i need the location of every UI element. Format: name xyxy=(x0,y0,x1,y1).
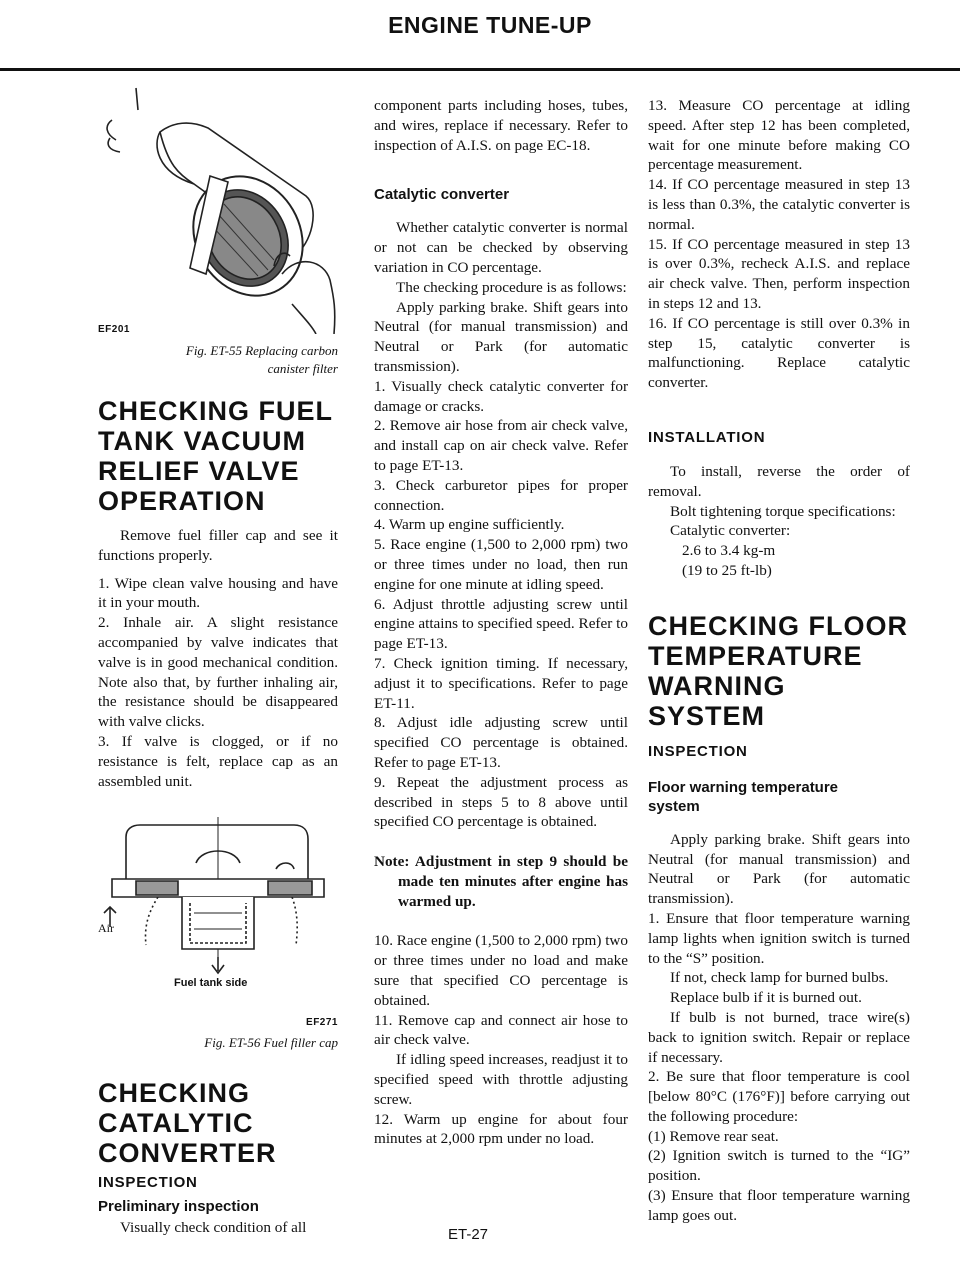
floor-para-1: Apply parking brake. Shift gears into Neutral (for manual transmission) and Neutral or Park (for automatic transmission). xyxy=(648,830,910,908)
install-spec-metric: 2.6 to 3.4 kg-m xyxy=(682,542,776,560)
heading-inspection-right: INSPECTION xyxy=(648,742,748,760)
floor-step-2: 2. Be sure that floor temperature is cool [below 80°C (176°F)] before carrying out the following procedure: xyxy=(648,1068,910,1125)
heading-floor-warning-line2: system xyxy=(648,797,700,815)
floor-step-1-check: If not, check lamp for burned bulbs. xyxy=(670,969,889,987)
column-right xyxy=(648,96,910,1226)
catalytic-step-3: 3. Check carburetor pipes for proper connection. xyxy=(374,476,628,514)
figure-code-ef271: EF271 xyxy=(306,1017,338,1029)
catalytic-para-2: The checking procedure is as follows: xyxy=(396,278,627,296)
catalytic-step-6: 6. Adjust throttle adjusting screw until engine attains to specified speed. Refer to page ET-13. xyxy=(374,595,628,653)
heading-catalytic-line1: CHECKING xyxy=(98,1078,251,1109)
install-text-1: To install, reverse the order of removal. xyxy=(648,462,910,500)
fuel-filler-cap-illustration xyxy=(98,817,338,990)
catalytic-step-4: 4. Warm up engine sufficiently. xyxy=(374,516,565,534)
catalytic-step-10: 10. Race engine (1,500 to 2,000 rpm) two or three times under no load and make sure that specified CO percentage is obtained. xyxy=(374,932,628,1009)
heading-inspection-left: INSPECTION xyxy=(98,1174,198,1192)
heading-floor-warning-line1: Floor warning temperature xyxy=(648,778,839,796)
floor-step-1-trace: If bulb is not burned, trace wire(s) back to ignition switch. Repair or replace if necessary. xyxy=(648,1008,910,1066)
catalytic-para-3: Apply parking brake. Shift gears into Neutral (for manual transmission) and Neutral or Park (for automatic transmission). xyxy=(374,298,628,375)
vacuum-intro: Remove fuel filler cap and see it functions properly. xyxy=(98,527,338,564)
catalytic-step-12: 12. Warm up engine for about four minutes at 2,000 rpm under no load. xyxy=(374,1110,628,1148)
figure-caption-et55-line2: canister filter xyxy=(267,361,338,376)
catalytic-step-11-detail: If idling speed increases, readjust it to specified speed with throttle adjusting screw. xyxy=(374,1051,628,1108)
floor-substep-3: (3) Ensure that floor temperature warning lamp goes out. xyxy=(648,1187,910,1224)
catalytic-step-14: 14. If CO percentage measured in step 13 is less than 0.3%, the catalytic converter is normal. xyxy=(648,176,910,233)
floor-step-1: 1. Ensure that floor temperature warning lamp lights when ignition switch is turned to the “S” position. xyxy=(648,909,910,967)
catalytic-para-1: Whether catalytic converter is normal or not can be checked by observing variation in CO percentage. xyxy=(374,219,628,276)
page-header: ENGINE TUNE-UP xyxy=(388,12,592,38)
floor-substep-1: (1) Remove rear seat. xyxy=(648,1127,779,1145)
label-fuel-tank-side: Fuel tank side xyxy=(174,977,248,990)
heading-vacuum-line3: RELIEF VALVE xyxy=(98,456,300,486)
floor-step-1-replace: Replace bulb if it is burned out. xyxy=(670,989,862,1007)
heading-floor-line1: CHECKING FLOOR xyxy=(648,610,908,641)
fuel-filler-cap-figure xyxy=(98,817,338,1017)
install-spec-imperial: (19 to 25 ft-lb) xyxy=(682,561,772,579)
carbon-canister-illustration xyxy=(98,84,338,334)
figure-caption-et55: Fig. ET-55 Replacing carbon xyxy=(185,343,338,358)
vacuum-step-3: 3. If valve is clogged, or if no resistance is felt, replace cap as an assembled unit. xyxy=(98,732,338,790)
catalytic-step-16: 16. If CO percentage is still over 0.3% in step 15, catalytic converter is malfunctioning. Replace catalytic converter. xyxy=(648,314,910,392)
heading-vacuum-line4: OPERATION xyxy=(98,486,266,516)
header-rule xyxy=(0,68,960,71)
column-middle xyxy=(374,96,628,1149)
heading-vacuum-line1: CHECKING FUEL xyxy=(98,396,333,426)
heading-catalytic-line2: CATALYTIC xyxy=(98,1108,254,1139)
column-left xyxy=(98,84,338,1238)
catalytic-step-5: 5. Race engine (1,500 to 2,000 rpm) two or three times under no load, then run engine for one minute at idling speed. xyxy=(374,536,628,593)
heading-catalytic-converter: Catalytic converter xyxy=(374,186,510,204)
catalytic-step-15: 15. If CO percentage measured in step 13 is over 0.3%, recheck A.I.S. and replace air check valve. Then, perform inspection in steps 12 and 13. xyxy=(648,235,910,312)
vacuum-step-1: 1. Wipe clean valve housing and have it in your mouth. xyxy=(98,574,338,612)
adjustment-note: Note: Adjustment in step 9 should be made ten minutes after engine has warmed up. xyxy=(374,853,628,910)
catalytic-step-11: 11. Remove cap and connect air hose to air check valve. xyxy=(374,1011,628,1049)
catalytic-step-13: 13. Measure CO percentage at idling speed. After step 12 has been completed, wait for one minute before making CO percentage measurement. xyxy=(648,97,910,174)
catalytic-step-9: 9. Repeat the adjustment process as described in steps 5 to 8 above until specified CO percentage is obtained. xyxy=(374,773,628,831)
catalytic-step-8: 8. Adjust idle adjusting screw until specified CO percentage is obtained. Refer to page ET-13. xyxy=(374,714,628,771)
heading-floor-line2: TEMPERATURE xyxy=(648,640,863,671)
catalytic-step-1: 1. Visually check catalytic converter for damage or cracks. xyxy=(374,377,628,415)
figure-caption-et56: Fig. ET-56 Fuel filler cap xyxy=(204,1035,338,1051)
page-number: ET-27 xyxy=(448,1226,489,1243)
continued-text: component parts including hoses, tubes, and wires, replace if necessary. Refer to inspection of A.I.S. on page EC-18. xyxy=(374,97,628,154)
label-air: Air xyxy=(98,921,114,936)
vacuum-step-2: 2. Inhale air. A slight resistance accompanied by valve indicates that valve is in good mechanical condition. Note also that, by further inhaling air, the resistance should be disappeared with valve clicks. xyxy=(98,614,338,731)
install-text-2: Bolt tightening torque specifications: xyxy=(670,502,896,520)
catalytic-step-2: 2. Remove air hose from air check valve, and install cap on air check valve. Refer to page ET-13. xyxy=(374,417,628,474)
preliminary-text: Visually check condition of all xyxy=(120,1219,307,1237)
heading-preliminary-inspection: Preliminary inspection xyxy=(98,1198,259,1216)
heading-catalytic-line3: CONVERTER xyxy=(98,1138,277,1169)
figure-code-ef201: EF201 xyxy=(98,324,130,335)
catalytic-step-7: 7. Check ignition timing. If necessary, adjust it to specifications. Refer to page ET-11. xyxy=(374,654,628,712)
heading-vacuum-line2: TANK VACUUM xyxy=(98,426,306,456)
heading-installation: INSTALLATION xyxy=(648,428,766,446)
install-spec-label: Catalytic converter: xyxy=(670,522,791,540)
floor-substep-2: (2) Ignition switch is turned to the “IG” position. xyxy=(648,1147,910,1185)
heading-floor-line3: WARNING SYSTEM xyxy=(648,670,786,731)
